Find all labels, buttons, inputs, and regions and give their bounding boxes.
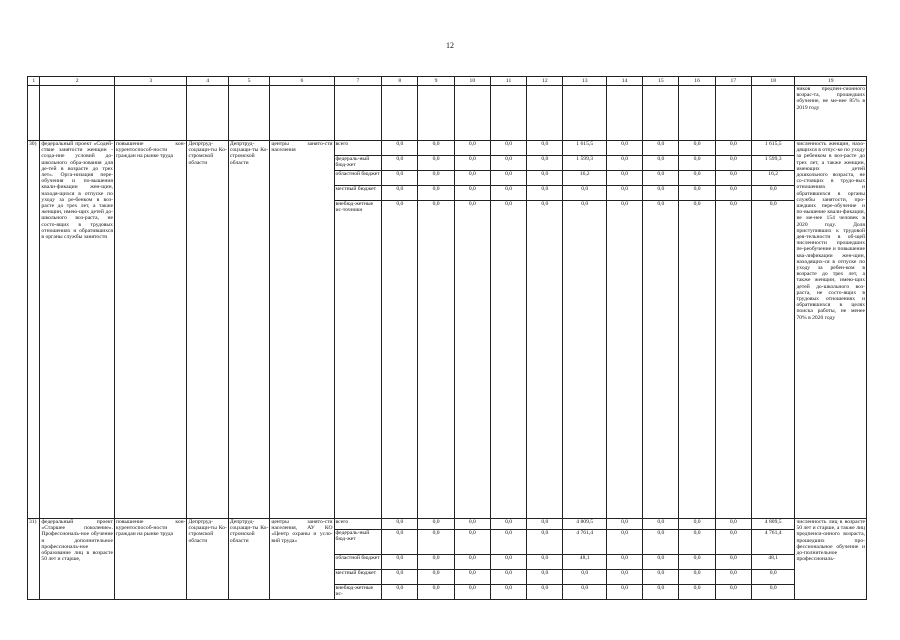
amount-cell: 0,0: [490, 186, 526, 201]
amount-cell: 0,0: [454, 555, 490, 570]
amount-cell: 0,0: [454, 186, 490, 201]
column-number-header: 8: [382, 77, 418, 86]
amount-cell: 16,2: [563, 171, 607, 186]
executor-cell: Депртруд-соцзащи-ты Ко-стромской области: [187, 519, 228, 600]
row-number: 31): [28, 519, 40, 600]
amount-cell: 0,0: [454, 201, 490, 519]
column-number-header: 19: [795, 77, 867, 86]
empty-cell: [28, 86, 40, 141]
column-number-header: 2: [40, 77, 115, 86]
amount-cell: 0,0: [606, 141, 642, 156]
amount-cell: 0,0: [527, 171, 563, 186]
amount-cell: 0,0: [679, 171, 715, 186]
amount-cell: 16,2: [751, 171, 795, 186]
amount-cell: 1 615,5: [751, 141, 795, 156]
amount-cell: 0,0: [382, 530, 418, 555]
empty-cell: [382, 86, 418, 141]
amount-cell: 0,0: [418, 555, 454, 570]
amount-cell: 0,0: [454, 570, 490, 585]
measure-name: федеральный проект «Старшее поколение». Профессиональ-ное обучение и дополнительное профессиональ-ное образование лиц в возрасте 50 лет и старше,: [40, 519, 115, 600]
amount-cell: 0,0: [563, 585, 607, 600]
amount-cell: 0,0: [418, 530, 454, 555]
amount-cell: 0,0: [382, 156, 418, 171]
amount-cell: 0,0: [418, 570, 454, 585]
amount-cell: 0,0: [418, 186, 454, 201]
amount-cell: 0,0: [418, 141, 454, 156]
funding-source: внебюд-жетные ис-: [334, 585, 382, 600]
amount-cell: 0,0: [606, 519, 642, 530]
amount-cell: 0,0: [715, 530, 751, 555]
empty-cell: [490, 86, 526, 141]
amount-cell: 0,0: [715, 555, 751, 570]
amount-cell: 0,0: [382, 519, 418, 530]
participants-cell: центры занято-сти населения, АУ КО «Центр охраны и усло-вий труда»: [270, 519, 334, 600]
column-number-header: 6: [270, 77, 334, 86]
empty-cell: [679, 86, 715, 141]
amount-cell: 0,0: [490, 156, 526, 171]
column-number-header: 1: [28, 77, 40, 86]
empty-cell: [454, 86, 490, 141]
amount-cell: 0,0: [751, 570, 795, 585]
amount-cell: 0,0: [679, 530, 715, 555]
amount-cell: 1 615,5: [563, 141, 607, 156]
amount-cell: 0,0: [527, 201, 563, 519]
column-number-header: 10: [454, 77, 490, 86]
empty-cell: [527, 86, 563, 141]
coexecutor-cell: Депртруд-соцзащи-ты Ко-стромской области: [228, 519, 269, 600]
funding-source: областной бюджет: [334, 171, 382, 186]
amount-cell: 0,0: [679, 570, 715, 585]
funding-source: всего: [334, 141, 382, 156]
amount-cell: 0,0: [382, 186, 418, 201]
amount-cell: 0,0: [454, 171, 490, 186]
amount-cell: 0,0: [527, 555, 563, 570]
budget-table: [27, 76, 867, 600]
empty-cell: [715, 86, 751, 141]
amount-cell: 0,0: [715, 141, 751, 156]
column-number-header: 7: [334, 77, 382, 86]
amount-cell: 0,0: [382, 141, 418, 156]
empty-cell: [751, 86, 795, 141]
amount-cell: 0,0: [643, 156, 679, 171]
amount-cell: 0,0: [382, 171, 418, 186]
amount-cell: 0,0: [454, 585, 490, 600]
funding-source: всего: [334, 519, 382, 530]
indicator-cell: численность женщин, нахо-дящихся в отпус-ке по уходу за ребенком в воз-расте до трех лет, а также женщин, имеющих детей дошкольного возраста, не со-стоящих в трудо-вых отношениях и обратившихся в органы службы занятости, про-шедших пере-обучение и по-вышение квали-фикации, не ме-нее 154 человек в 2020 году. Доля приступивших к трудовой дея-тельности в об-щей численности прошедших пе-реобучение и повышение ква-лификации жен-щин, находящих-ся в отпуске по уходу за ребен-ком в возрасте до трех лет, а также женщин, имею-щих детей до-школьного воз-раста, не состо-ящих в трудовых отношениях и обратившихся в целях поиска работы, не менее 70% в 2020 году: [795, 141, 867, 519]
column-number-header: 5: [228, 77, 269, 86]
amount-cell: 1 599,3: [563, 156, 607, 171]
column-number-header: 12: [527, 77, 563, 86]
amount-cell: 0,0: [643, 530, 679, 555]
table-row: [28, 519, 867, 530]
amount-cell: 0,0: [715, 585, 751, 600]
continuation-row: [28, 86, 867, 141]
amount-cell: 48,1: [751, 555, 795, 570]
indicator-cell: численность лиц в возрасте 50 лет и старше, а также лиц предпенси-онного возраста, прошедших про-фессиональное обучение и до-полнительное профессиональ-: [795, 519, 867, 600]
amount-cell: 0,0: [606, 201, 642, 519]
amount-cell: 0,0: [715, 519, 751, 530]
column-number-header: 13: [563, 77, 607, 86]
amount-cell: 0,0: [490, 141, 526, 156]
amount-cell: 0,0: [454, 156, 490, 171]
amount-cell: 0,0: [418, 519, 454, 530]
amount-cell: 0,0: [418, 171, 454, 186]
amount-cell: 0,0: [490, 570, 526, 585]
amount-cell: 4 809,5: [751, 519, 795, 530]
amount-cell: 0,0: [751, 186, 795, 201]
amount-cell: 0,0: [679, 156, 715, 171]
amount-cell: 0,0: [715, 171, 751, 186]
amount-cell: 0,0: [563, 186, 607, 201]
header-row: [28, 77, 867, 86]
goal-cell: повышение кон-курентоспособ-ности граждан на рынке труда: [114, 519, 187, 600]
funding-source: местный бюджет: [334, 186, 382, 201]
amount-cell: 0,0: [643, 585, 679, 600]
empty-cell: [606, 86, 642, 141]
amount-cell: 0,0: [527, 186, 563, 201]
amount-cell: 48,1: [563, 555, 607, 570]
empty-cell: [643, 86, 679, 141]
empty-cell: [418, 86, 454, 141]
amount-cell: 0,0: [418, 156, 454, 171]
amount-cell: 0,0: [606, 171, 642, 186]
column-number-header: 16: [679, 77, 715, 86]
amount-cell: 0,0: [454, 519, 490, 530]
amount-cell: 0,0: [679, 555, 715, 570]
amount-cell: 0,0: [454, 141, 490, 156]
amount-cell: 0,0: [527, 585, 563, 600]
measure-name: федеральный проект «Содей-ствие занятости женщин - созда-ние условий до-школьного обра-зования для де-тей в возрасте до трех лет». Орга-низация пере-обучения и по-вышения квали-фикации жен-щин, находя-щихся в отпуске по уходу за ре-бенком в воз-расте до трех лет, а также женщин, имею-щих детей до-школьного воз-раста, не состо-ящих в трудовых отношениях и обратившихся в органы службы занятости: [40, 141, 115, 519]
amount-cell: 0,0: [606, 585, 642, 600]
amount-cell: 0,0: [454, 530, 490, 555]
amount-cell: 0,0: [382, 555, 418, 570]
amount-cell: 0,0: [527, 519, 563, 530]
amount-cell: 0,0: [606, 530, 642, 555]
column-number-header: 15: [643, 77, 679, 86]
empty-cell: [114, 86, 187, 141]
empty-cell: [228, 86, 269, 141]
indicator-cell: ников предпен-сионного возрас-та, прошедших обучение, не ме-нее 85% в 2019 году: [795, 86, 867, 141]
amount-cell: 0,0: [490, 171, 526, 186]
amount-cell: 0,0: [751, 585, 795, 600]
amount-cell: 0,0: [679, 141, 715, 156]
amount-cell: 0,0: [643, 171, 679, 186]
empty-cell: [187, 86, 228, 141]
amount-cell: 0,0: [679, 186, 715, 201]
amount-cell: 4 761,4: [751, 530, 795, 555]
amount-cell: 0,0: [490, 201, 526, 519]
row-number: 30): [28, 141, 40, 519]
column-number-header: 3: [114, 77, 187, 86]
amount-cell: 0,0: [606, 186, 642, 201]
empty-cell: [563, 86, 607, 141]
amount-cell: 0,0: [527, 141, 563, 156]
column-number-header: 9: [418, 77, 454, 86]
funding-source: федераль-ный бюд-жет: [334, 156, 382, 171]
empty-cell: [40, 86, 115, 141]
amount-cell: 0,0: [490, 585, 526, 600]
amount-cell: 0,0: [715, 570, 751, 585]
amount-cell: 0,0: [563, 201, 607, 519]
page-number: 12: [446, 41, 454, 50]
executor-cell: Депртруд-соцзащи-ты Ко-стромской области: [187, 141, 228, 519]
funding-source: областной бюджет: [334, 555, 382, 570]
amount-cell: 0,0: [643, 141, 679, 156]
funding-source: местный бюджет: [334, 570, 382, 585]
amount-cell: 0,0: [643, 570, 679, 585]
table-row: [28, 141, 867, 156]
funding-source: федераль-ный бюд-жет: [334, 530, 382, 555]
amount-cell: 1 599,3: [751, 156, 795, 171]
amount-cell: 0,0: [527, 156, 563, 171]
amount-cell: 0,0: [527, 570, 563, 585]
amount-cell: 0,0: [643, 186, 679, 201]
column-number-header: 18: [751, 77, 795, 86]
amount-cell: 0,0: [418, 585, 454, 600]
coexecutor-cell: Депртруд-соцзащи-ты Ко-стромской области: [228, 141, 269, 519]
amount-cell: 0,0: [643, 555, 679, 570]
amount-cell: 0,0: [715, 156, 751, 171]
amount-cell: 0,0: [606, 555, 642, 570]
amount-cell: 0,0: [382, 585, 418, 600]
amount-cell: 0,0: [418, 201, 454, 519]
goal-cell: повышение кон-курентоспособ-ности граждан на рынке труда: [114, 141, 187, 519]
table-body: [28, 77, 867, 600]
amount-cell: 0,0: [490, 530, 526, 555]
empty-cell: [334, 86, 382, 141]
amount-cell: 0,0: [382, 570, 418, 585]
amount-cell: 0,0: [751, 201, 795, 519]
amount-cell: 0,0: [382, 201, 418, 519]
amount-cell: 4 761,4: [563, 530, 607, 555]
amount-cell: 0,0: [679, 519, 715, 530]
amount-cell: 0,0: [527, 530, 563, 555]
amount-cell: 0,0: [679, 585, 715, 600]
amount-cell: 0,0: [643, 519, 679, 530]
amount-cell: 0,0: [490, 555, 526, 570]
amount-cell: 0,0: [679, 201, 715, 519]
amount-cell: 0,0: [606, 570, 642, 585]
amount-cell: 0,0: [490, 519, 526, 530]
amount-cell: 0,0: [715, 201, 751, 519]
column-number-header: 4: [187, 77, 228, 86]
amount-cell: 0,0: [563, 570, 607, 585]
funding-source: внебюд-жетные ис-точники: [334, 201, 382, 519]
amount-cell: 4 809,5: [563, 519, 607, 530]
column-number-header: 11: [490, 77, 526, 86]
participants-cell: центры занято-сти населения: [270, 141, 334, 519]
empty-cell: [270, 86, 334, 141]
column-number-header: 17: [715, 77, 751, 86]
amount-cell: 0,0: [606, 156, 642, 171]
amount-cell: 0,0: [643, 201, 679, 519]
column-number-header: 14: [606, 77, 642, 86]
amount-cell: 0,0: [715, 186, 751, 201]
